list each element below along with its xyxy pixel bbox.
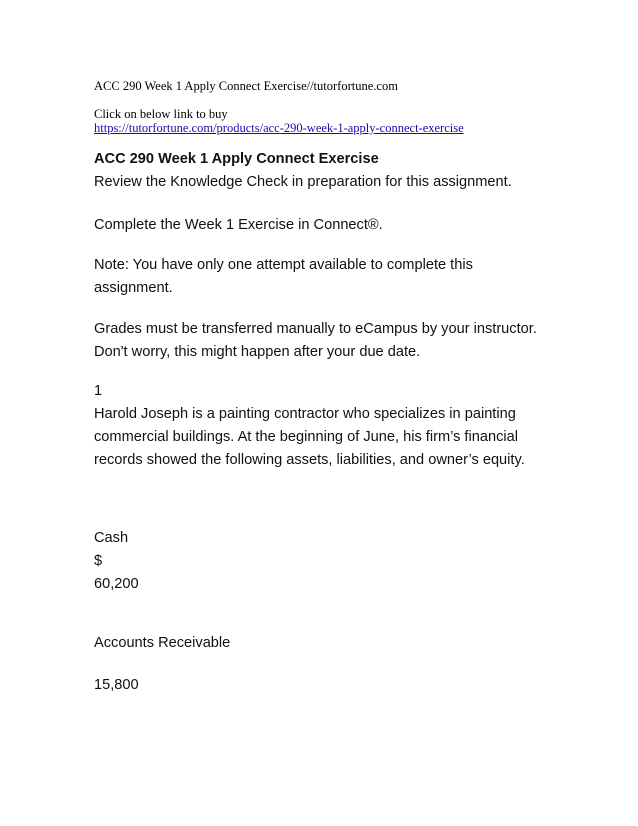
attempt-note: Note: You have only one attempt available to complete this assignment.	[94, 257, 473, 296]
question-number: 1	[94, 383, 103, 399]
document-title: ACC 290 Week 1 Apply Connect Exercise//tutorfortune.com	[94, 79, 398, 93]
record-label-cash: Cash	[94, 530, 129, 546]
record-amount-accounts-receivable: 15,800	[94, 677, 139, 693]
complete-instruction: Complete the Week 1 Exercise in Connect®.	[94, 217, 383, 233]
buy-prompt: Click on below link to buy	[94, 107, 228, 121]
record-amount-cash: 60,200	[94, 576, 139, 592]
record-currency-cash: $	[94, 553, 103, 569]
review-instruction: Review the Knowledge Check in preparation for this assignment.	[94, 174, 512, 190]
question-text: Harold Joseph is a painting contractor who specializes in painting commercial buildings. At the beginning of June, his firm’s financial records showed the following assets, liabilities, and owner’s equity.	[94, 406, 525, 468]
buy-link[interactable]: https://tutorfortune.com/products/acc-290-week-1-apply-connect-exercise	[94, 121, 464, 135]
grades-note: Grades must be transferred manually to eCampus by your instructor. Don't worry, this might happen after your due date.	[94, 321, 537, 360]
record-label-accounts-receivable: Accounts Receivable	[94, 635, 231, 651]
assignment-heading: ACC 290 Week 1 Apply Connect Exercise	[94, 151, 379, 167]
